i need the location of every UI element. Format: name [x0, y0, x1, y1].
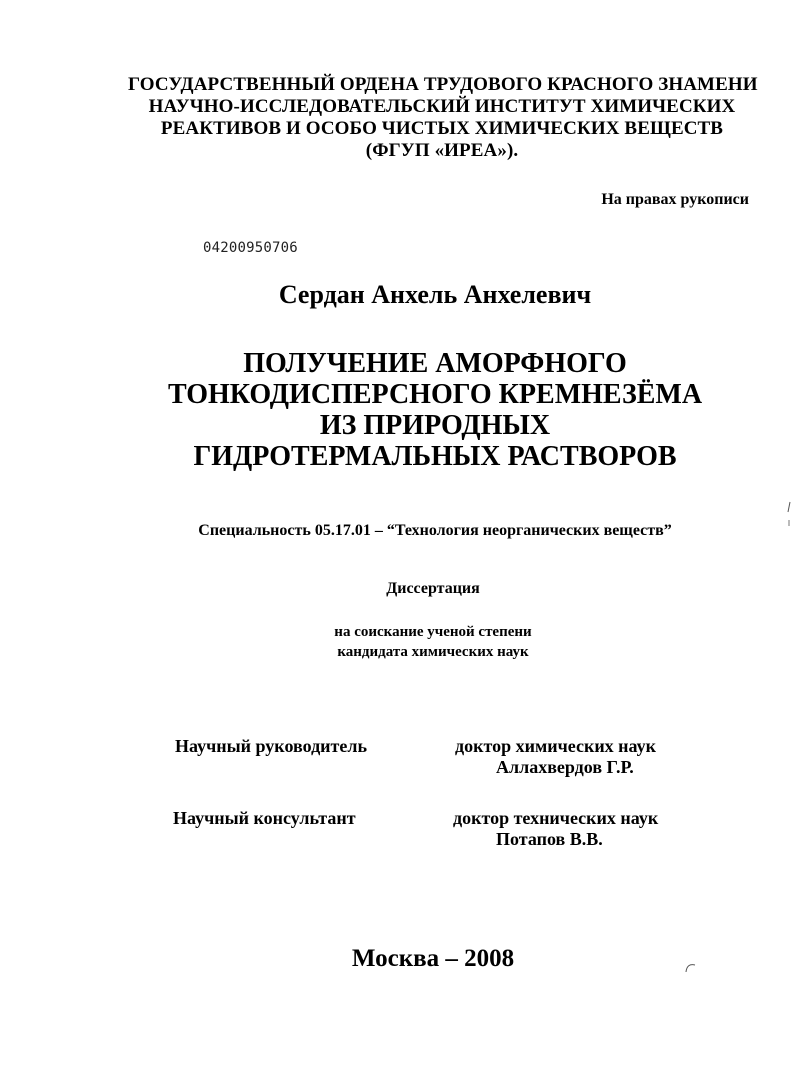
- supervisor-degree: доктор химических наук: [455, 736, 657, 756]
- consultant-degree: доктор технических наук: [453, 808, 659, 828]
- organization-header: [128, 74, 756, 162]
- author-name: Сердан Анхель Анхелевич: [278, 280, 592, 309]
- organization-line: РЕАКТИВОВ И ОСОБО ЧИСТЫХ ХИМИЧЕСКИХ ВЕЩЕСТВ: [160, 118, 724, 139]
- organization-line: ГОСУДАРСТВЕННЫЙ ОРДЕНА ТРУДОВОГО КРАСНОГО ЗНАМЕНИ: [128, 74, 758, 95]
- degree-statement: [233, 622, 633, 662]
- supervisor-name: Аллахвердов Г.Р.: [496, 757, 634, 777]
- supervisor-credentials: [455, 736, 656, 778]
- specialty-line: Специальность 05.17.01 – “Технология неорганических веществ”: [198, 522, 672, 539]
- organization-line: (ФГУП «ИРЕА»).: [365, 140, 519, 161]
- degree-line: кандидата химических наук: [337, 644, 529, 660]
- consultant-credentials: [453, 808, 658, 850]
- document-type: Диссертация: [386, 580, 480, 597]
- dissertation-title: [140, 348, 730, 472]
- consultant-name: Потапов В.В.: [496, 829, 603, 849]
- organization-line: НАУЧНО-ИССЛЕДОВАТЕЛЬСКИЙ ИНСТИТУТ ХИМИЧЕСКИХ: [148, 96, 736, 117]
- title-line: ИЗ ПРИРОДНЫХ: [319, 410, 551, 441]
- inventory-number: 04200950706: [203, 240, 298, 256]
- consultant-role: Научный консультант: [173, 808, 356, 828]
- title-line: ГИДРОТЕРМАЛЬНЫХ РАСТВОРОВ: [193, 441, 677, 472]
- title-line: ТОНКОДИСПЕРСНОГО КРЕМНЕЗЁМА: [167, 379, 703, 410]
- degree-line: на соискание ученой степени: [334, 624, 532, 640]
- scan-mark: [682, 962, 698, 976]
- supervisor-role: Научный руководитель: [175, 736, 367, 756]
- title-line: ПОЛУЧЕНИЕ АМОРФНОГО: [243, 348, 627, 379]
- scan-mark: [784, 500, 794, 530]
- manuscript-rights-note: На правах рукописи: [601, 191, 749, 208]
- city-year: Москва – 2008: [351, 945, 515, 972]
